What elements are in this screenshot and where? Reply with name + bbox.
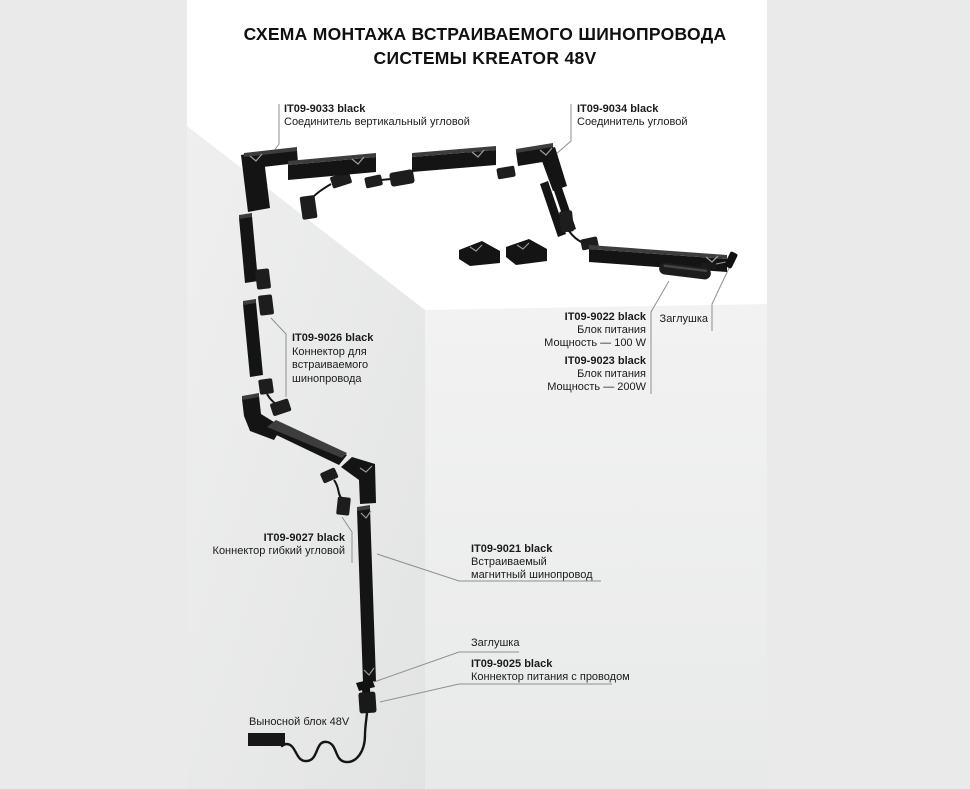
part-desc: Блок питания (577, 324, 646, 336)
part-code: IT09-9021 black (471, 543, 553, 555)
label-9025 (471, 658, 630, 684)
label-9033 (284, 103, 470, 129)
part-code: IT09-9034 black (577, 103, 659, 115)
label-plug-bottom (471, 637, 519, 650)
label-9026 (292, 332, 373, 386)
part-desc: Встраиваемый (471, 556, 547, 568)
part-code: IT09-9027 black (263, 532, 345, 544)
label-9021 (471, 543, 593, 582)
part-code: IT09-9025 black (471, 658, 553, 670)
part-desc: магнитный шинопровод (471, 569, 593, 581)
plug-label: Заглушка (471, 637, 520, 649)
label-power-block (249, 716, 349, 729)
part-desc: Коннектор для (292, 345, 367, 358)
part-desc: встраиваемого (292, 359, 369, 371)
power-block-label: Выносной блок 48V (249, 716, 350, 728)
title-line-1: СХЕМА МОНТАЖА ВСТРАИВАЕМОГО ШИНОПРОВОДА (243, 24, 727, 44)
part-desc: Мощность — 200W (547, 381, 646, 393)
label-9027 (213, 532, 345, 558)
page-title (0, 22, 970, 70)
part-desc: Коннектор гибкий угловой (212, 545, 345, 557)
part-code: IT09-9033 black (284, 103, 366, 115)
part-code: IT09-9023 black (564, 355, 646, 367)
part-desc: Соединитель вертикальный угловой (284, 116, 470, 128)
part-desc: Блок питания (577, 368, 646, 380)
remote-power-block (248, 733, 285, 746)
part-desc: Коннектор питания с проводом (471, 671, 630, 683)
part-desc: шинопровода (292, 372, 362, 385)
plug-label: Заглушка (659, 313, 708, 325)
part-desc: Мощность — 100 W (544, 337, 646, 349)
label-plug-right (660, 313, 708, 326)
label-9023 (547, 355, 646, 394)
label-9034 (577, 103, 688, 129)
part-code: IT09-9026 black (292, 332, 374, 344)
label-9022 (544, 311, 646, 350)
part-desc: Соединитель угловой (577, 116, 688, 128)
title-line-2: СИСТЕМЫ KREATOR 48V (373, 48, 597, 68)
part-code: IT09-9022 black (564, 311, 646, 323)
